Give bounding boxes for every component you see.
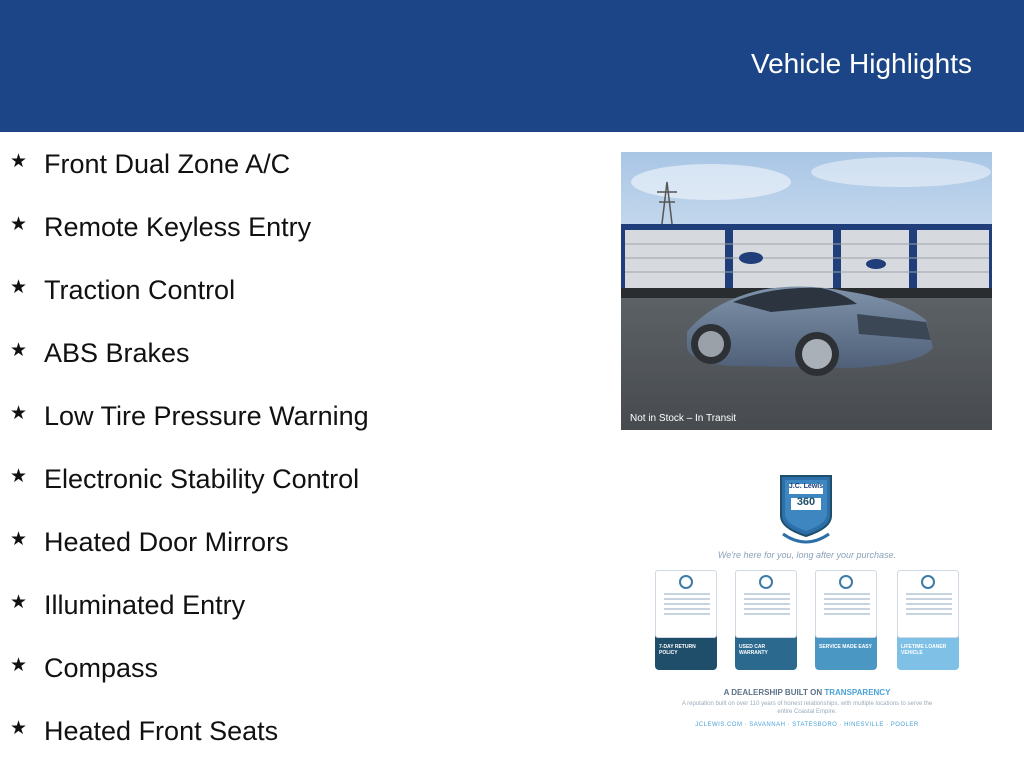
star-icon: ★ (10, 213, 28, 235)
card-label: LIFETIME LOANER VEHICLE (901, 644, 947, 656)
list-item (10, 522, 289, 562)
car-photo-icon (621, 152, 992, 430)
benefit-card (815, 570, 877, 674)
photo-caption: Not in Stock – In Transit (630, 413, 737, 424)
list-item (10, 396, 369, 436)
card-label: SERVICE MADE EASY (819, 644, 872, 650)
star-icon: ★ (10, 717, 28, 739)
feature-label: Front Dual Zone A/C (44, 148, 291, 179)
header-banner (0, 0, 1024, 132)
feature-label: Heated Front Seats (44, 715, 279, 746)
page-title: Vehicle Highlights (750, 48, 972, 79)
feature-label: Remote Keyless Entry (44, 211, 312, 242)
list-item (10, 144, 290, 184)
vehicle-photo (621, 152, 992, 430)
car-icon (839, 575, 853, 589)
feature-label: Low Tire Pressure Warning (44, 400, 369, 431)
benefit-card (897, 570, 959, 674)
feature-label: Heated Door Mirrors (44, 526, 289, 557)
feature-label: Compass (44, 652, 159, 683)
badge-number: 360 (796, 496, 816, 508)
key-icon (921, 575, 935, 589)
card-label: 7-DAY RETURN POLICY (659, 644, 696, 656)
locations-line: JCLEWIS.COM · SAVANNAH · STATESBORO · HINESVILLE · POOLER (695, 722, 919, 728)
star-icon: ★ (10, 528, 28, 550)
list-item (10, 648, 158, 688)
benefit-cards (655, 570, 959, 674)
built-highlight: TRANSPARENCY (824, 688, 891, 697)
list-item (10, 207, 311, 247)
card-label: USED CAR WARRANTY (739, 644, 768, 656)
star-icon: ★ (10, 339, 28, 361)
star-icon: ★ (10, 402, 28, 424)
transparency-heading (641, 688, 973, 697)
feature-label: Illuminated Entry (44, 589, 246, 620)
promo-tagline: We're here for you, long after your purchase. (717, 550, 897, 560)
star-icon: ★ (10, 150, 28, 172)
benefit-card (655, 570, 717, 674)
feature-label: ABS Brakes (44, 337, 190, 368)
dollar-icon (679, 575, 693, 589)
feature-label: Electronic Stability Control (44, 463, 360, 494)
benefit-card (735, 570, 797, 674)
list-item (10, 333, 190, 373)
dealership-promo (641, 470, 973, 738)
list-item (10, 459, 359, 499)
list-item (10, 585, 245, 625)
star-icon: ★ (10, 276, 28, 298)
list-item (10, 270, 235, 310)
badge-brand: J.C. Lewis (788, 483, 824, 490)
star-icon: ★ (10, 591, 28, 613)
feature-label: Traction Control (44, 274, 236, 305)
transparency-subtext: A reputation built on over 110 years of honest relationships, with multiple locations to serve the entire Coastal Empire. (681, 701, 933, 715)
ribbon-icon (759, 575, 773, 589)
list-item (10, 711, 278, 751)
star-icon: ★ (10, 465, 28, 487)
built-prefix: A DEALERSHIP BUILT ON (723, 688, 823, 697)
star-icon: ★ (10, 654, 28, 676)
